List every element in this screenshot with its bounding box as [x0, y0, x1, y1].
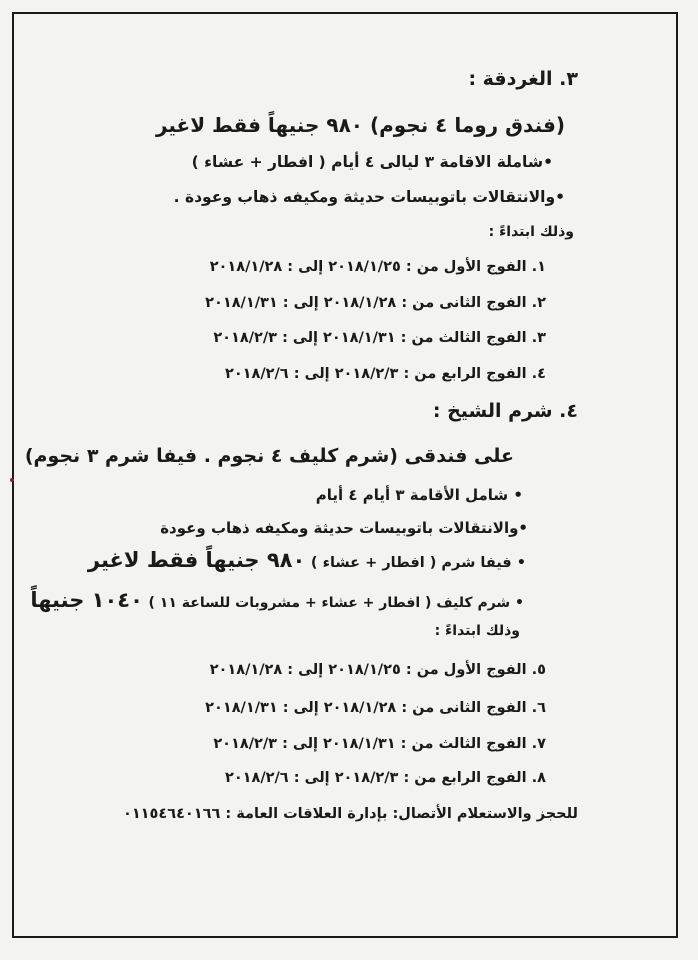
hurghada-group-3: ٣. الفوج الثالث من : ٢٠١٨/١/٣١ إلى : ٢٠١٨/٢/٣ [213, 330, 546, 346]
sharm-cliff-price: ١٠٤٠ جنيهاً [30, 588, 143, 612]
hurghada-transport: •والانتقالات باتوبيسات حديثة ومكيفه ذهاب وعودة . [173, 188, 565, 206]
sharm-cliff-offer [30, 588, 524, 612]
sharm-group-5: ٥. الفوج الأول من : ٢٠١٨/١/٢٥ إلى : ٢٠١٨/١/٢٨ [209, 662, 546, 678]
viva-sharm-offer [88, 548, 526, 572]
hurghada-group-2: ٢. الفوج الثانى من : ٢٠١٨/١/٢٨ إلى : ٢٠١٨/١/٣١ [205, 295, 546, 311]
sharm-hotels: على فندقى (شرم كليف ٤ نجوم . فيفا شرم ٣ نجوم) [24, 445, 514, 467]
sharm-transport: •والانتقالات باتوبيسات حديثة ومكيفه ذهاب وعودة [160, 519, 528, 537]
ink-spot [10, 478, 14, 482]
hurghada-heading: ٣. الغردقة : [468, 68, 578, 90]
sharm-inclusion: • شامل الأقامة ٣ أيام ٤ أيام [315, 486, 523, 504]
contact-line: للحجز والاستعلام الأتصال: بإدارة العلاقات العامة : ٠١١٥٤٦٤٠١٦٦ [122, 806, 578, 822]
sharm-cliff-label: • شرم كليف ( افطار + عشاء + مشروبات للساعة ١١ ) [148, 595, 524, 611]
hurghada-schedule-intro: وذلك ابتداءً : [488, 224, 574, 240]
hurghada-hotel-price: (فندق روما ٤ نجوم) ٩٨٠ جنيهاً فقط لاغير [155, 113, 565, 137]
sharm-heading: ٤. شرم الشيخ : [432, 400, 578, 422]
sharm-group-7: ٧. الفوج الثالث من : ٢٠١٨/١/٣١ إلى : ٢٠١٨/٢/٣ [213, 736, 546, 752]
hurghada-inclusion: •شاملة الاقامة ٣ ليالى ٤ أيام ( افطار + عشاء ) [191, 153, 553, 171]
sharm-group-8: ٨. الفوج الرابع من : ٢٠١٨/٢/٣ إلى : ٢٠١٨/٢/٦ [224, 770, 546, 786]
viva-sharm-label: • فيفا شرم ( افطار + عشاء ) [310, 555, 526, 571]
sharm-group-6: ٦. الفوج الثانى من : ٢٠١٨/١/٢٨ إلى : ٢٠١٨/١/٣١ [205, 700, 546, 716]
page-border [12, 12, 678, 938]
sharm-schedule-intro: وذلك ابتداءً : [434, 623, 520, 639]
viva-sharm-price: ٩٨٠ جنيهاً فقط لاغير [87, 548, 306, 572]
hurghada-group-4: ٤. الفوج الرابع من : ٢٠١٨/٢/٣ إلى : ٢٠١٨/٢/٦ [224, 366, 546, 382]
hurghada-group-1: ١. الفوج الأول من : ٢٠١٨/١/٢٥ إلى : ٢٠١٨/١/٢٨ [209, 259, 546, 275]
